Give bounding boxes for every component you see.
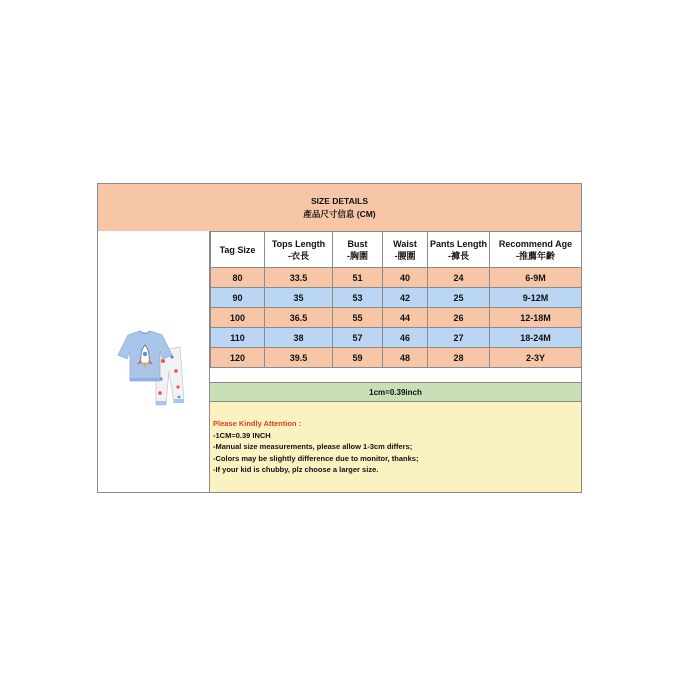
table-row [211, 308, 582, 328]
table-cell: 26 [428, 308, 490, 328]
note-line: -Colors may be slightly difference due to monitor, thanks; [213, 453, 419, 463]
table-cell: 40 [383, 268, 428, 288]
table-cell: 24 [428, 268, 490, 288]
table-cell: 12-18M [490, 308, 582, 328]
table-row [211, 288, 582, 308]
table-cell: 48 [383, 348, 428, 368]
size-details-title: SIZE DETAILS [311, 195, 368, 206]
column-header: Recommend Age -推薦年齡 [490, 232, 582, 268]
table-cell: 100 [211, 308, 265, 328]
table-cell: 51 [333, 268, 383, 288]
table-cell: 110 [211, 328, 265, 348]
table-row [211, 348, 582, 368]
table-row [211, 328, 582, 348]
column-header: Tag Size [211, 232, 265, 268]
table-cell: 38 [265, 328, 333, 348]
table-row [211, 268, 582, 288]
table-cell: 90 [211, 288, 265, 308]
note-line: -If your kid is chubby, plz choose a larger size. [213, 465, 379, 474]
table-cell: 57 [333, 328, 383, 348]
product-image-column [98, 231, 210, 492]
column-header: Bust -胸圍 [333, 232, 383, 268]
table-header-row [211, 232, 582, 268]
column-header: Pants Length -褲長 [428, 232, 490, 268]
table-cell: 55 [333, 308, 383, 328]
size-chart [97, 183, 582, 493]
conversion-note: 1cm=0.39inch [210, 382, 581, 402]
size-details-subtitle: 產品尺寸信息 (CM) [303, 208, 376, 219]
table-cell: 18-24M [490, 328, 582, 348]
table-cell: 120 [211, 348, 265, 368]
table-cell: 42 [383, 288, 428, 308]
table-cell: 36.5 [265, 308, 333, 328]
table-cell: 27 [428, 328, 490, 348]
size-details-header [98, 184, 581, 232]
table-cell: 53 [333, 288, 383, 308]
table-cell: 35 [265, 288, 333, 308]
column-header: Tops Length -衣長 [265, 232, 333, 268]
table-cell: 39.5 [265, 348, 333, 368]
table-cell: 46 [383, 328, 428, 348]
note-line: -Manual size measurements, please allow 1-3cm differs; [213, 442, 413, 451]
table-cell: 6-9M [490, 268, 582, 288]
attention-notes [210, 402, 581, 492]
table-cell: 33.5 [265, 268, 333, 288]
column-header: Waist -腰圍 [383, 232, 428, 268]
table-cell: 25 [428, 288, 490, 308]
table-cell: 28 [428, 348, 490, 368]
table-cell: 59 [333, 348, 383, 368]
pajama-set-icon [108, 327, 200, 409]
note-line: -1CM=0.39 INCH [213, 430, 271, 440]
attention-title: Please Kindly Attention : [213, 419, 302, 428]
table-cell: 9-12M [490, 288, 582, 308]
table-cell: 44 [383, 308, 428, 328]
table-cell: 2-3Y [490, 348, 582, 368]
size-table [210, 231, 582, 368]
table-cell: 80 [211, 268, 265, 288]
